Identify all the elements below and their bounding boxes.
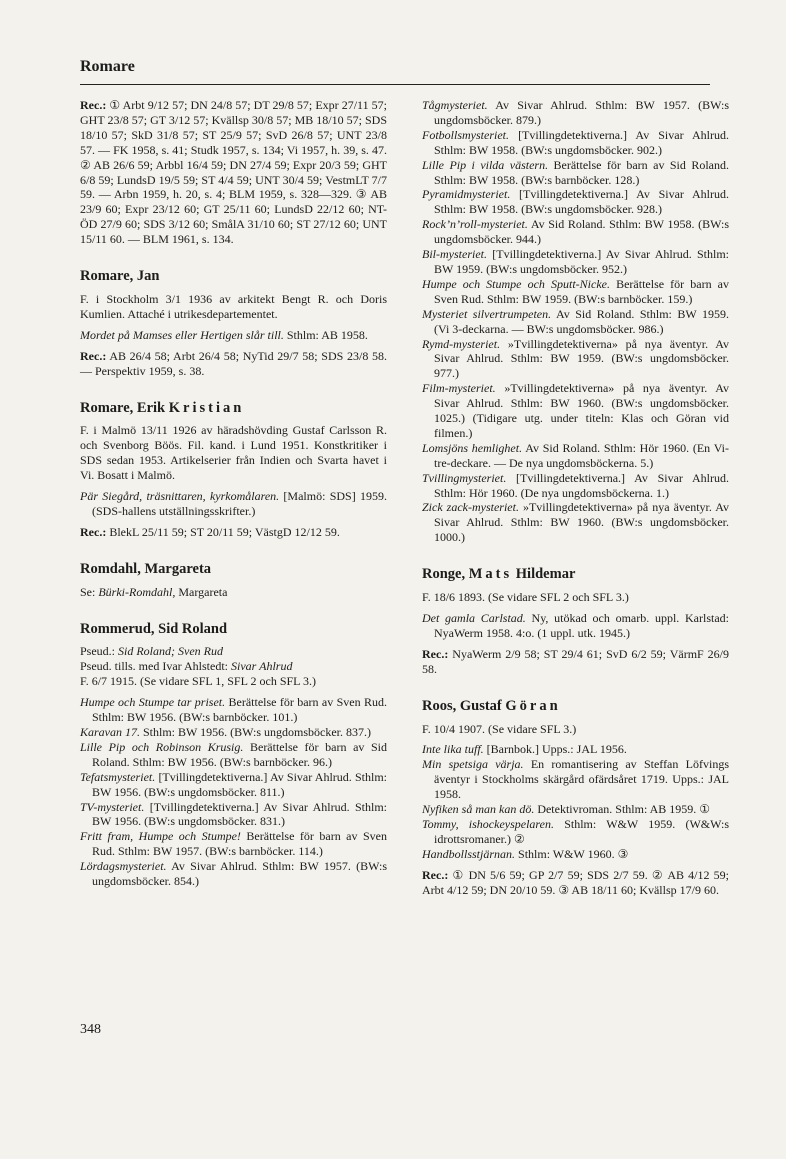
work-item: Rymd-mysteriet. »Tvillingdetektiverna» på nya äventyr. Av Sivar Ahlrud. Sthlm: BW 1959. (BW:s ungdomsböcker. 977.) [422,336,729,381]
works-list [422,98,729,545]
work-item: Tommy, ishockeyspelaren. Sthlm: W&W 1959. (W&W:s idrottsromaner.) ② [422,816,729,846]
work-item: Lomsjöns hemlighet. Av Sid Roland. Sthlm: Hör 1960. (En Vi-tre-deckare. — De nya ungdomsböckerna. 5.) [422,440,729,470]
entry-bio: F. i Stockholm 3/1 1936 av arkitekt Bengt R. och Doris Kumlien. Attaché i utrikesdepartementet. [80,291,387,321]
work-item: Fotbollsmysteriet. [Tvillingdetektiverna.] Av Sivar Ahlrud. Sthlm: BW 1958. (BW:s ungdomsböcker. 902.) [422,127,729,157]
pseudonym-line: Pseud.: Sid Roland; Sven Rud [80,644,223,659]
work-item: Lille Pip i vilda västern. Berättelse för barn av Sid Roland. Sthlm: BW 1958. (BW:s barnböcker. 128.) [422,157,729,187]
work-item: Nyfiken så man kan dö. Detektivroman. Sthlm: AB 1959. ① [422,802,711,817]
work-item: Min spetsiga värja. En romantisering av Steffan Löfvings äventyr i Stockholms skärgård ofärdsåret 1719. Upps.: JAL 1958. [422,757,729,802]
entry-heading-romdahl: Romdahl, Margareta [80,560,212,577]
works-list [80,695,387,889]
work-item: TV-mysteriet. [Tvillingdetektiverna.] Av Sivar Ahlrud. Sthlm: BW 1956. (BW:s ungdomsböcker. 831.) [80,799,387,829]
review-list: Rec.: AB 26/4 58; Arbt 26/4 58; NyTid 29/7 58; SDS 23/8 58. — Perspektiv 1959, s. 38. [80,348,387,378]
work-item: Humpe och Stumpe tar priset. Berättelse för barn av Sven Rud. Sthlm: BW 1956. (BW:s barnböcker. 101.) [80,695,387,725]
work-item: Lördagsmysteriet. Av Sivar Ahlrud. Sthlm: BW 1957. (BW:s ungdomsböcker. 854.) [80,859,387,889]
work-item: Film-mysteriet. »Tvillingdetektiverna» på nya äventyr. Av Sivar Ahlrud. Sthlm: BW 1960. (BW:s ungdomsböcker. 1025.) (Tidigare utg. under titeln: Klas och Göran vid filmen.) [422,381,729,440]
entry-heading-roos: Roos, Gustaf Göran [422,697,561,714]
birth-line: F. 10/4 1907. (Se vidare SFL 3.) [422,721,577,736]
work-item: Tefatsmysteriet. [Tvillingdetektiverna.] Av Sivar Ahlrud. Sthlm: BW 1956. (BW:s ungdomsböcker. 811.) [80,769,387,799]
works-list [422,742,729,861]
work-item: Rock’n’roll-mysteriet. Av Sid Roland. Sthlm: BW 1958. (BW:s ungdomsböcker. 944.) [422,217,729,247]
page-number: 348 [80,1022,101,1037]
romare-rec: Rec.: ① Arbt 9/12 57; DN 24/8 57; DT 29/8 57; Expr 27/11 57; GHT 23/8 57; GT 3/12 57; Kvällsp 30/8 57; MB 18/10 57; SDS 18/10 57; SkD 31/8 57; ST 25/9 57; SvD 26/8 57; UNT 23/8 57. — FK 1958, s. 41; Studk 1957, s. 134; Vi 1957, h. 39, s. 47. ② AB 26/6 59; Arbbl 16/4 59; DN 27/4 59; Expr 20/3 59; GHT 6/8 59; LundsD 19/5 59; ST 4/4 59; UNT 30/4 59; VestmLT 7/7 59. — Arbn 1959, h. 20, s. 4; BLM 1959, s. 328—329. ③ AB 23/9 60; Expr 23/12 60; GT 25/11 60; LundsD 22/12 60; NT-ÖD 27/9 60; SDS 3/12 60; SmålA 31/10 60; ST 27/12 60; UNT 15/11 60. — BLM 1961, s. 134. [80,98,388,247]
work-item: Handbollsstjärnan. Sthlm: W&W 1960. ③ [422,846,629,861]
entry-heading-romare-erik: Romare, Erik Kristian [80,399,245,416]
entry-bio: F. i Malmö 13/11 1926 av häradshövding Gustaf Carlsson R. och Svenborg Böös. Fil. kand. i Lund 1951. Konstkritiker i SDS sedan 1953. Artikelserier från Indien och Svarta havet i Vi. Bosatt i Malmö. [80,423,387,483]
pseudonym-line: Pseud. tills. med Ivar Ahlstedt: Sivar Ahlrud [80,659,293,674]
work-item: Karavan 17. Sthlm: BW 1956. (BW:s ungdomsböcker. 837.) [80,725,371,739]
entry-heading-ronge: Ronge, Mats Hildemar [422,566,576,583]
work-item: Mordet på Mamses eller Hertigen slår till. Sthlm: AB 1958. [80,327,368,342]
work-item: Tvillingmysteriet. [Tvillingdetektiverna.] Av Sivar Ahlrud. Sthlm: Hör 1960. (De nya ungdomsböckerna. 1.) [422,470,729,500]
review-list: Rec.: BlekL 25/11 59; ST 20/11 59; VästgD 12/12 59. [80,524,340,539]
entry-heading-romare-jan: Romare, Jan [80,268,160,285]
page-running-header: Romare [80,58,135,75]
birth-line: F. 6/7 1915. (Se vidare SFL 1, SFL 2 och SFL 3.) [80,674,317,689]
left-column [80,98,387,889]
entry-heading-rommerud: Rommerud, Sid Roland [80,620,228,637]
work-item: Lille Pip och Robinson Krusig. Berättelse för barn av Sid Roland. Sthlm: BW 1956. (BW:s barnböcker. 96.) [80,739,387,769]
work-item: Zick zack-mysteriet. »Tvillingdetektiverna» på nya äventyr. Av Sivar Ahlrud. Sthlm: BW 1960. (BW:s ungdomsböcker. 1000.) [422,500,729,545]
review-list: Rec.: ① DN 5/6 59; GP 2/7 59; SDS 2/7 59. ② AB 4/12 59; Arbt 4/12 59; DN 20/10 59. ③ AB 18/11 60; Kvällsp 17/9 60. [422,867,729,897]
work-item: Tågmysteriet. Av Sivar Ahlrud. Sthlm: BW 1957. (BW:s ungdomsböcker. 879.) [422,98,729,127]
work-item: Pär Siegård, träsnittaren, kyrkomålaren. [Malmö: SDS] 1959. (SDS-hallens utställningsskrifter.) [80,489,387,518]
see-reference: Se: Bürki-Romdahl, Margareta [80,584,228,599]
work-item: Pyramidmysteriet. [Tvillingdetektiverna.] Av Sivar Ahlrud. Sthlm: BW 1958. (BW:s ungdomsböcker. 928.) [422,187,729,217]
work-item: Bil-mysteriet. [Tvillingdetektiverna.] Av Sivar Ahlrud. Sthlm: BW 1959. (BW:s ungdomsböcker. 952.) [422,247,729,276]
review-list: Rec.: NyaWerm 2/9 58; ST 29/4 61; SvD 6/2 59; VärmF 26/9 58. [422,646,729,676]
work-item: Det gamla Carlstad. Ny, utökad och omarb. uppl. Karlstad: NyaWerm 1958. 4:o. (1 uppl. utk. 1945.) [422,611,729,640]
birth-line: F. 18/6 1893. (Se vidare SFL 2 och SFL 3.) [422,590,629,605]
right-column [422,98,729,898]
header-rule [80,84,710,85]
work-item: Humpe och Stumpe och Sputt-Nicke. Berättelse för barn av Sven Rud. Sthlm: BW 1959. (BW:s barnböcker. 159.) [422,276,729,306]
work-item: Fritt fram, Humpe och Stumpe! Berättelse för barn av Sven Rud. Sthlm: BW 1957. (BW:s barnböcker. 114.) [80,829,387,859]
work-item: Mysteriet silvertrumpeten. Av Sid Roland. Sthlm: BW 1959. (Vi 3-deckarna. — BW:s ungdomsböcker. 986.) [422,306,729,336]
work-item: Inte lika tuff. [Barnbok.] Upps.: JAL 1956. [422,742,627,757]
